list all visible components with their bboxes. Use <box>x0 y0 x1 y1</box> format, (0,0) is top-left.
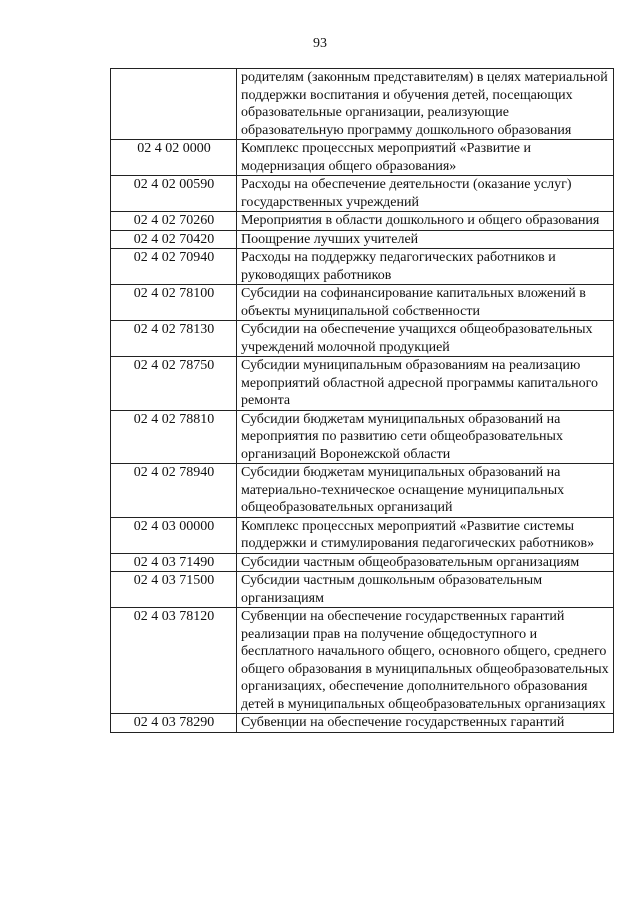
table-row <box>111 69 614 140</box>
table-row <box>111 464 614 518</box>
description-cell: Субвенции на обеспечение государственных гарантий <box>237 714 614 733</box>
code-cell: 02 4 03 00000 <box>111 517 237 553</box>
description-cell: Комплекс процессных мероприятий «Развитие системы поддержки и стимулирования педагогических работников» <box>237 517 614 553</box>
description-cell: Субсидии на софинансирование капитальных вложений в объекты муниципальной собственности <box>237 285 614 321</box>
code-cell: 02 4 03 71490 <box>111 553 237 572</box>
description-cell: Субсидии муниципальным образованиям на реализацию мероприятий областной адресной программы капитального ремонта <box>237 357 614 411</box>
description-cell: Расходы на поддержку педагогических работников и руководящих работников <box>237 249 614 285</box>
code-cell: 02 4 03 71500 <box>111 572 237 608</box>
table-row <box>111 553 614 572</box>
table-row <box>111 212 614 231</box>
code-cell: 02 4 03 78290 <box>111 714 237 733</box>
code-cell: 02 4 02 78810 <box>111 410 237 464</box>
description-cell: Субсидии бюджетам муниципальных образований на материально-техническое оснащение муниципальных общеобразовательных организаций <box>237 464 614 518</box>
description-cell: Комплекс процессных мероприятий «Развитие и модернизация общего образования» <box>237 140 614 176</box>
table-row <box>111 357 614 411</box>
code-cell: 02 4 02 78940 <box>111 464 237 518</box>
code-cell: 02 4 02 78750 <box>111 357 237 411</box>
code-cell: 02 4 02 70420 <box>111 230 237 249</box>
table-row <box>111 517 614 553</box>
description-cell: Поощрение лучших учителей <box>237 230 614 249</box>
description-cell: родителям (законным представителям) в целях материальной поддержки воспитания и обучения детей, посещающих образовательные организации, реализующие образовательную программу дошкольного образования <box>237 69 614 140</box>
table-row <box>111 572 614 608</box>
table-row <box>111 230 614 249</box>
description-cell: Мероприятия в области дошкольного и общего образования <box>237 212 614 231</box>
table-row <box>111 608 614 714</box>
code-cell: 02 4 02 78100 <box>111 285 237 321</box>
description-cell: Расходы на обеспечение деятельности (оказание услуг) государственных учреждений <box>237 176 614 212</box>
table-row <box>111 285 614 321</box>
table-row <box>111 410 614 464</box>
code-cell: 02 4 02 00590 <box>111 176 237 212</box>
description-cell: Субсидии на обеспечение учащихся общеобразовательных учреждений молочной продукцией <box>237 321 614 357</box>
code-cell <box>111 69 237 140</box>
description-cell: Субвенции на обеспечение государственных гарантий реализации прав на получение общедоступного и бесплатного начального общего, основного общего, среднего общего образования в муниципальных общеобразовательных организациях, обеспечение дополнительного образования детей в муниципальных общеобразовательных организациях <box>237 608 614 714</box>
table-row <box>111 321 614 357</box>
code-cell: 02 4 02 78130 <box>111 321 237 357</box>
description-cell: Субсидии частным общеобразовательным организациям <box>237 553 614 572</box>
table-row <box>111 140 614 176</box>
budget-code-table <box>110 68 614 733</box>
table-row <box>111 249 614 285</box>
table-row <box>111 176 614 212</box>
code-cell: 02 4 02 0000 <box>111 140 237 176</box>
code-cell: 02 4 03 78120 <box>111 608 237 714</box>
code-cell: 02 4 02 70260 <box>111 212 237 231</box>
table-row <box>111 714 614 733</box>
description-cell: Субсидии частным дошкольным образовательным организациям <box>237 572 614 608</box>
description-cell: Субсидии бюджетам муниципальных образований на мероприятия по развитию сети общеобразовательных организаций Воронежской области <box>237 410 614 464</box>
page-number: 93 <box>313 36 327 51</box>
code-cell: 02 4 02 70940 <box>111 249 237 285</box>
